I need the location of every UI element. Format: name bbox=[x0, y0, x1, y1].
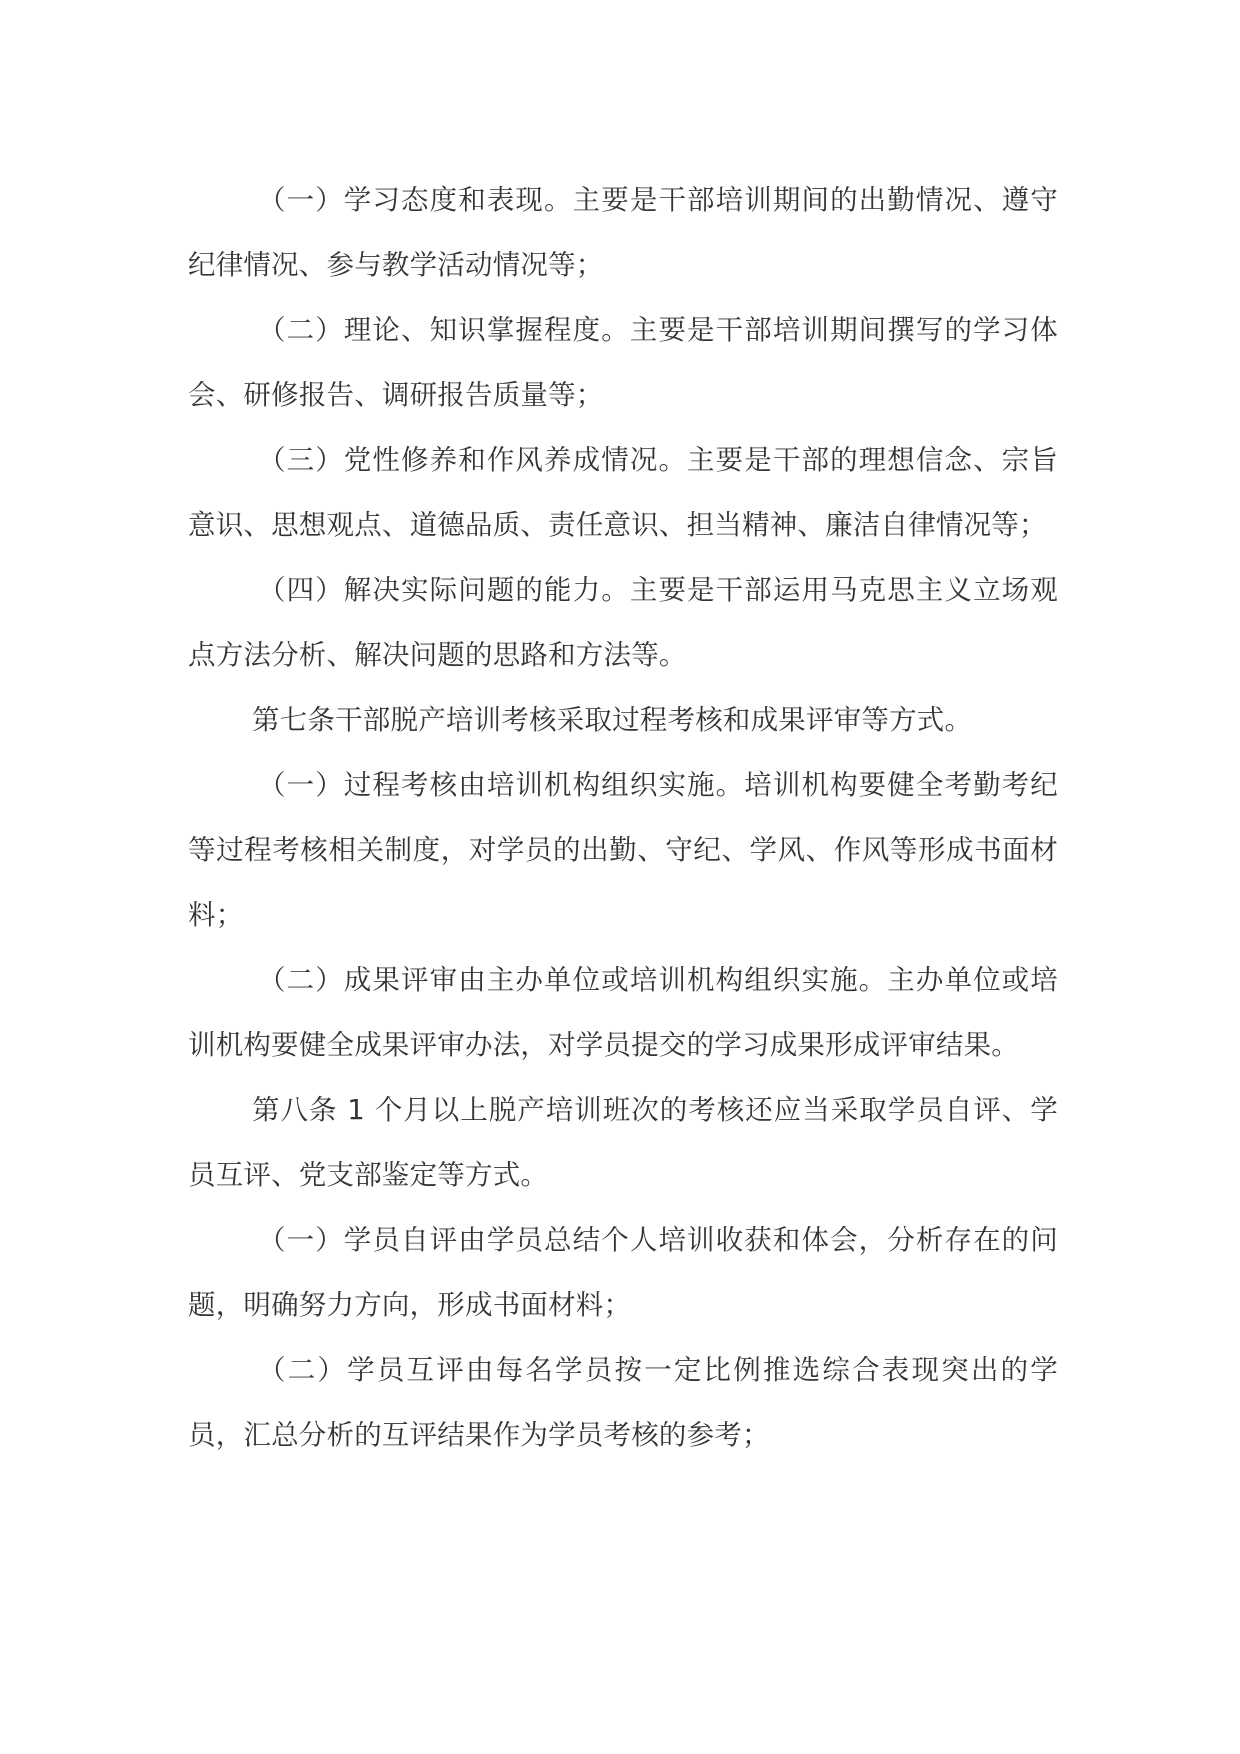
paragraph-item-1-attitude: （一）学习态度和表现。主要是干部培训期间的出勤情况、遵守纪律情况、参与教学活动情况等； bbox=[188, 184, 1058, 281]
paragraph-article-8-item-2: （二）学员互评由每名学员按一定比例推选综合表现突出的学员，汇总分析的互评结果作为学员考核的参考； bbox=[188, 1354, 1058, 1451]
paragraph-item-3-party-spirit: （三）党性修养和作风养成情况。主要是干部的理想信念、宗旨意识、思想观点、道德品质、责任意识、担当精神、廉洁自律情况等； bbox=[188, 444, 1058, 541]
paragraph-article-7-item-2: （二）成果评审由主办单位或培训机构组织实施。主办单位或培训机构要健全成果评审办法，对学员提交的学习成果形成评审结果。 bbox=[188, 964, 1058, 1061]
paragraph-article-8: 第八条 1 个月以上脱产培训班次的考核还应当采取学员自评、学员互评、党支部鉴定等方式。 bbox=[188, 1094, 1058, 1191]
paragraph-item-4-problem-solving: （四）解决实际问题的能力。主要是干部运用马克思主义立场观点方法分析、解决问题的思路和方法等。 bbox=[188, 574, 1058, 671]
paragraph-article-7-item-1: （一）过程考核由培训机构组织实施。培训机构要健全考勤考纪等过程考核相关制度，对学员的出勤、守纪、学风、作风等形成书面材料； bbox=[188, 769, 1058, 931]
paragraph-article-7: 第七条干部脱产培训考核采取过程考核和成果评审等方式。 bbox=[252, 704, 973, 736]
document-body bbox=[188, 168, 1058, 1468]
paragraph-item-2-knowledge: （二）理论、知识掌握程度。主要是干部培训期间撰写的学习体会、研修报告、调研报告质量等； bbox=[188, 314, 1058, 411]
paragraph-article-8-item-1: （一）学员自评由学员总结个人培训收获和体会，分析存在的问题，明确努力方向，形成书面材料； bbox=[188, 1224, 1058, 1321]
